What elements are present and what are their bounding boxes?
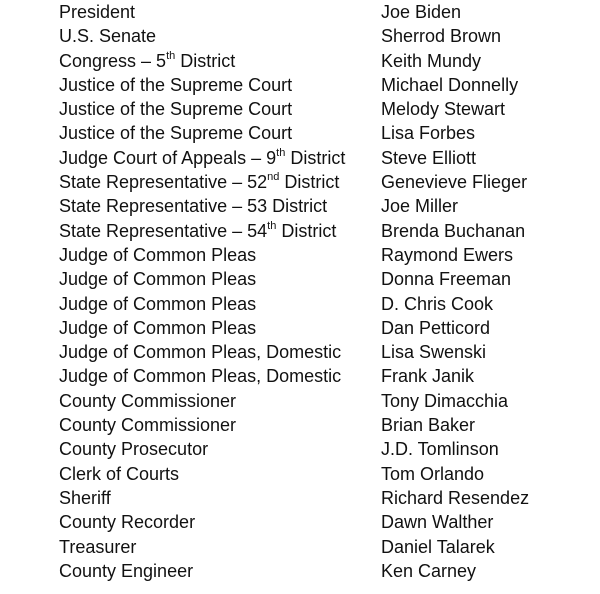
candidate-name: Lisa Swenski bbox=[381, 342, 487, 363]
candidate-name: Donna Freeman bbox=[381, 269, 512, 290]
office-name: Justice of the Supreme Court bbox=[59, 99, 293, 120]
candidate-name: Tom Orlando bbox=[381, 463, 485, 484]
candidate-list bbox=[59, 0, 579, 583]
candidate-name: Michael Donnelly bbox=[381, 74, 519, 95]
office-name: Judge of Common Pleas bbox=[59, 269, 257, 290]
candidate-name: Richard Resendez bbox=[381, 487, 530, 508]
list-item bbox=[59, 170, 579, 194]
office-name: County Prosecutor bbox=[59, 439, 209, 460]
list-item bbox=[59, 267, 579, 291]
list-item bbox=[59, 486, 579, 510]
list-item bbox=[59, 49, 579, 73]
office-name: State Representative – 52nd District bbox=[59, 171, 340, 193]
office-name: Treasurer bbox=[59, 536, 137, 557]
list-item bbox=[59, 340, 579, 364]
list-item bbox=[59, 462, 579, 486]
office-name: State Representative – 53 District bbox=[59, 196, 328, 217]
candidate-name: Joe Biden bbox=[381, 2, 462, 22]
list-item bbox=[59, 559, 579, 583]
list-item bbox=[59, 292, 579, 316]
list-item bbox=[59, 97, 579, 121]
list-item bbox=[59, 194, 579, 218]
list-item bbox=[59, 437, 579, 461]
candidate-name: Frank Janik bbox=[381, 366, 475, 387]
list-item bbox=[59, 24, 579, 48]
office-name: County Commissioner bbox=[59, 415, 237, 436]
list-item bbox=[59, 0, 579, 24]
candidate-name: Steve Elliott bbox=[381, 147, 477, 168]
candidate-name: Tony Dimacchia bbox=[381, 390, 509, 411]
office-name: Judge of Common Pleas, Domestic bbox=[59, 366, 342, 387]
office-name: Sheriff bbox=[59, 487, 111, 508]
office-name: County Engineer bbox=[59, 560, 194, 581]
candidate-name: Daniel Talarek bbox=[381, 536, 495, 557]
list-item bbox=[59, 316, 579, 340]
list-item bbox=[59, 121, 579, 145]
list-item bbox=[59, 535, 579, 559]
candidate-name: Keith Mundy bbox=[381, 50, 482, 71]
office-name: Justice of the Supreme Court bbox=[59, 74, 293, 95]
candidate-name: Joe Miller bbox=[381, 196, 459, 217]
office-name: Clerk of Courts bbox=[59, 463, 180, 484]
list-item bbox=[59, 510, 579, 534]
office-name: Congress – 5th District bbox=[59, 49, 236, 71]
office-name: Justice of the Supreme Court bbox=[59, 123, 293, 144]
list-item bbox=[59, 146, 579, 170]
office-name: County Recorder bbox=[59, 512, 196, 533]
candidate-name: Sherrod Brown bbox=[381, 26, 502, 47]
candidate-name: Ken Carney bbox=[381, 560, 477, 581]
candidate-name: Melody Stewart bbox=[381, 99, 506, 120]
office-name: U.S. Senate bbox=[59, 26, 157, 47]
office-name: President bbox=[59, 2, 136, 22]
office-name: Judge Court of Appeals – 9th District bbox=[59, 146, 346, 168]
office-name: County Commissioner bbox=[59, 390, 237, 411]
office-name: Judge of Common Pleas bbox=[59, 293, 257, 314]
candidate-name: Dawn Walther bbox=[381, 512, 494, 533]
candidate-name: Lisa Forbes bbox=[381, 123, 476, 144]
list-item bbox=[59, 413, 579, 437]
candidate-name: Brian Baker bbox=[381, 415, 476, 436]
candidate-name: D. Chris Cook bbox=[381, 293, 494, 314]
list-item bbox=[59, 389, 579, 413]
office-name: State Representative – 54th District bbox=[59, 219, 337, 241]
list-item bbox=[59, 219, 579, 243]
candidate-name: Dan Petticord bbox=[381, 317, 491, 338]
office-name: Judge of Common Pleas bbox=[59, 244, 257, 265]
candidate-name: Raymond Ewers bbox=[381, 244, 514, 265]
list-item bbox=[59, 243, 579, 267]
list-item bbox=[59, 364, 579, 388]
candidate-name: J.D. Tomlinson bbox=[381, 439, 499, 460]
office-name: Judge of Common Pleas bbox=[59, 317, 257, 338]
list-item bbox=[59, 73, 579, 97]
candidate-name: Brenda Buchanan bbox=[381, 220, 526, 241]
candidate-name: Genevieve Flieger bbox=[381, 172, 528, 193]
office-name: Judge of Common Pleas, Domestic bbox=[59, 342, 342, 363]
